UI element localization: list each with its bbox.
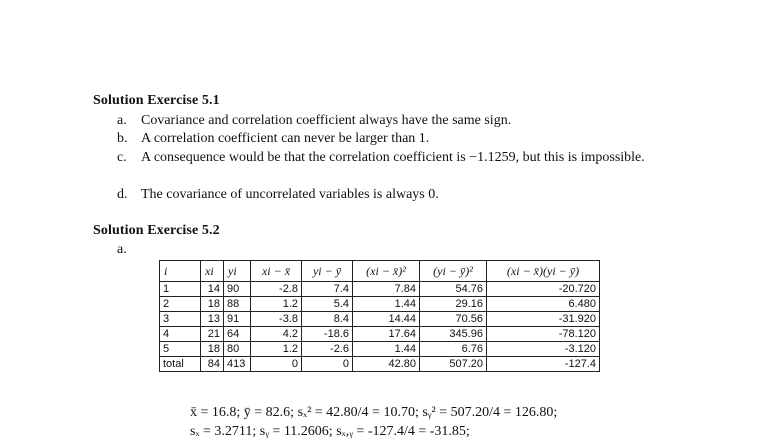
answer-label: c. xyxy=(117,150,127,165)
table-cell: 29.16 xyxy=(420,297,487,312)
table-cell: 1.44 xyxy=(353,342,420,357)
table-header-row xyxy=(160,261,600,282)
table-cell: 5 xyxy=(160,342,201,357)
table-cell: -127.4 xyxy=(487,357,600,372)
table-cell: 3 xyxy=(160,312,201,327)
column-header: yi xyxy=(224,261,251,282)
table-row xyxy=(160,342,600,357)
table-row xyxy=(160,297,600,312)
table-cell: 18 xyxy=(201,342,224,357)
table-cell: 413 xyxy=(224,357,251,372)
table-cell: 4 xyxy=(160,327,201,342)
table-cell: 42.80 xyxy=(353,357,420,372)
column-header: i xyxy=(160,261,201,282)
answer-text: A consequence would be that the correlation coefficient is −1.1259, but this is impossible. xyxy=(141,150,645,165)
table-cell: 507.20 xyxy=(420,357,487,372)
column-header: xi − x̄ xyxy=(251,261,302,282)
table-row xyxy=(160,312,600,327)
computation-table xyxy=(159,260,600,372)
table-cell: 1 xyxy=(160,282,201,297)
table-cell: total xyxy=(160,357,201,372)
table-cell: 6.480 xyxy=(487,297,600,312)
table-total-row xyxy=(160,357,600,372)
table-cell: 13 xyxy=(201,312,224,327)
answer-label: b. xyxy=(117,131,128,146)
table-cell: 90 xyxy=(224,282,251,297)
table-cell: 6.76 xyxy=(420,342,487,357)
part-a-label: a. xyxy=(117,242,127,257)
table-cell: 1.2 xyxy=(251,297,302,312)
table-cell: 1.44 xyxy=(353,297,420,312)
table-cell: 84 xyxy=(201,357,224,372)
table-cell: 21 xyxy=(201,327,224,342)
table-cell: 14 xyxy=(201,282,224,297)
table-cell: 54.76 xyxy=(420,282,487,297)
exercise-5-1-heading: Solution Exercise 5.1 xyxy=(93,93,220,108)
formula-means-variances: x̄ = 16.8; ȳ = 82.6; sₓ² = 42.80/4 = 10.70; sᵧ² = 507.20/4 = 126.80; xyxy=(190,405,558,420)
table-cell: 345.96 xyxy=(420,327,487,342)
table-cell: 8.4 xyxy=(302,312,353,327)
table-cell: 2 xyxy=(160,297,201,312)
table-cell: 18 xyxy=(201,297,224,312)
table-cell: -18.6 xyxy=(302,327,353,342)
column-header: (xi − x̄)(yi − ȳ) xyxy=(487,261,600,282)
table-cell: -2.8 xyxy=(251,282,302,297)
table-cell: -3.8 xyxy=(251,312,302,327)
table-cell: 7.84 xyxy=(353,282,420,297)
table-cell: 70.56 xyxy=(420,312,487,327)
exercise-5-2-heading: Solution Exercise 5.2 xyxy=(93,223,220,238)
table-cell: 0 xyxy=(302,357,353,372)
column-header: yi − ȳ xyxy=(302,261,353,282)
table-cell: 17.64 xyxy=(353,327,420,342)
table-cell: 91 xyxy=(224,312,251,327)
table-cell: -2.6 xyxy=(302,342,353,357)
answer-text: Covariance and correlation coefficient always have the same sign. xyxy=(141,113,512,128)
table-row xyxy=(160,327,600,342)
table-cell: -78.120 xyxy=(487,327,600,342)
table-cell: 80 xyxy=(224,342,251,357)
column-header: (yi − ȳ)² xyxy=(420,261,487,282)
table-cell: 5.4 xyxy=(302,297,353,312)
table-cell: 0 xyxy=(251,357,302,372)
table-cell: 7.4 xyxy=(302,282,353,297)
formula-std-covariance: sₓ = 3.2711; sᵧ = 11.2606; sₓ,ᵧ = -127.4/4 = -31.85; xyxy=(190,424,470,439)
table-cell: -20.720 xyxy=(487,282,600,297)
table-cell: 1.2 xyxy=(251,342,302,357)
table-cell: 14.44 xyxy=(353,312,420,327)
answer-text: A correlation coefficient can never be larger than 1. xyxy=(141,131,430,146)
table-row xyxy=(160,282,600,297)
answer-text: The covariance of uncorrelated variables is always 0. xyxy=(141,187,439,202)
answer-label: d. xyxy=(117,187,128,202)
table-cell: 4.2 xyxy=(251,327,302,342)
table-cell: -3.120 xyxy=(487,342,600,357)
table-cell: 88 xyxy=(224,297,251,312)
column-header: xi xyxy=(201,261,224,282)
table-cell: -31.920 xyxy=(487,312,600,327)
answer-label: a. xyxy=(117,113,127,128)
column-header: (xi − x̄)² xyxy=(353,261,420,282)
table-cell: 64 xyxy=(224,327,251,342)
